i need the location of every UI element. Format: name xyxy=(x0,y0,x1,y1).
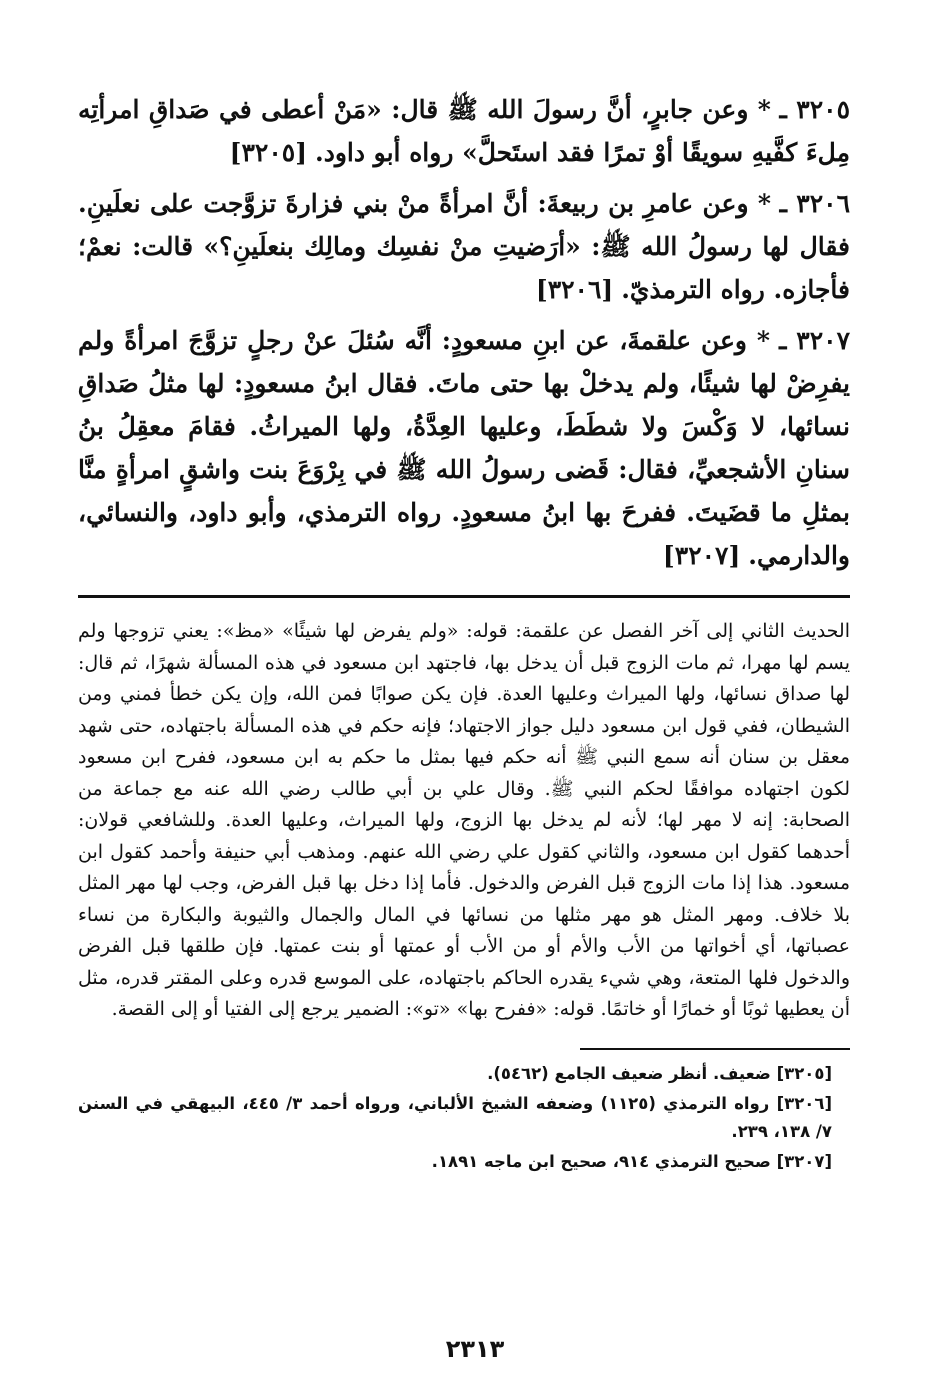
hadith-ref: [٣٢٠٥] xyxy=(229,138,308,167)
hadith-text: * وعن علقمةَ، عن ابنِ مسعودٍ: أنَّه سُئلَ عنْ رجلٍ تزوَّجَ امرأةً ولم يفرِضْ لها شيئًا، ولم يدخلْ بها حتى ماتَ. فقال ابنُ مسعودٍ: لها مثلُ صَداقِ نسائها، لا وَكْسَ ولا شطَطَ، وعليها العِدَّةُ، ولها الميراثُ. فقامَ معقِلُ بنُ سنانِ الأشجعيِّ، فقال: قَضى رسولُ الله ﷺ في بِرْوَعَ بنت واشقٍ امرأةٍ منَّا بمثلِ ما قضَيتَ. ففرحَ بها ابنُ مسعودٍ. رواه الترمذي، وأبو داود، والنسائي، والدارمي. xyxy=(78,326,850,570)
footnote-item: [٣٢٠٦] رواه الترمذي (١١٢٥) وضعفه الشيخ الألباني، ورواه أحمد ٣/ ٤٤٥، البيهقي في السنن ٧/ ١٣٨، ٢٣٩. xyxy=(78,1093,832,1141)
hadith-3205 xyxy=(78,88,850,174)
commentary-text: الحديث الثاني إلى آخر الفصل عن علقمة: قوله: «ولم يفرض لها شيئًا» «مظ»: يعني تزوجها ولم يسم لها مهرا، ثم مات الزوج قبل أن يدخل بها، فاجتهد ابن مسعود في هذه المسألة شهرًا، ثم قال: لها صداق نسائها، ولها الميراث وعليها العدة. فإن يكن صوابًا فمن الله، وإن يكن خطأ فمني ومن الشيطان، ففي قول ابن مسعود دليل جواز الاجتهاد؛ فإنه حكم في هذه المسألة باجتهاده، حتى شهد معقل بن سنان أنه سمع النبي ﷺ أنه حكم فيها بمثل ما حكم به ابن مسعود، ففرح ابن مسعود لكون اجتهاده موافقًا لحكم النبي ﷺ. وقال علي بن أبي طالب رضي الله عنه مع جماعة من الصحابة: إنه لا مهر لها؛ لأنه لم يدخل بها الزوج، ولها الميراث، وعليها العدة. وللشافعي قولان: أحدهما كقول ابن مسعود، والثاني كقول علي رضي الله عنهم. ومذهب أبي حنيفة وأحمد كقول ابن مسعود. هذا إذا مات الزوج قبل الفرض والدخول. فأما إذا دخل بها قبل الفرض، وجب لها مهر المثل بلا خلاف. ومهر المثل هو مهر مثلها من نسائها في المال والجمال والثيوبة والبكارة من نساء عصباتها، أي أخواتها من الأب والأم أو من الأب أو عمتها أو بنت عمتها. فإن طلقها قبل الفرض والدخول فلها المتعة، وهي شيء يقدره الحاكم باجتهاده، على الموسع قدره وعلى المقتر قدره، مثل أن يعطيها ثوبًا أو خمارًا أو خاتمًا. قوله: «ففرح بها» «تو»: الضمير يرجع إلى الفتيا أو إلى القصة. xyxy=(78,620,851,1020)
hadith-text: * وعن عامرِ بن ربيعةَ: أنَّ امرأةً منْ بني فزارةَ تزوَّجت على نعلَينِ. فقال لها رسولُ الله ﷺ: «أرَضيتِ منْ نفسِك ومالِك بنعلَينِ؟» قالت: نعمْ؛ فأجازه. رواه الترمذيّ. xyxy=(78,189,850,304)
hadith-text: * وعن جابرٍ، أنَّ رسولَ الله ﷺ قال: «مَنْ أعطى في صَداقِ امرأتِه مِلءَ كفَّيهِ سويقًا أوْ تمرًا فقد استَحلَّ» رواه أبو داود. xyxy=(78,95,850,167)
footnote-item: [٣٢٠٧] صحيح الترمذي ٩١٤، صحيح ابن ماجه ١٨٩١. xyxy=(431,1151,832,1171)
page-content xyxy=(78,88,850,1178)
page-number: ٢٣١٣ xyxy=(445,1335,505,1363)
hadith-ref: [٣٢٠٦] xyxy=(535,275,614,304)
hadith-number: ٣٢٠٥ ـ xyxy=(779,95,850,124)
footnote-divider xyxy=(580,1048,850,1050)
footnotes-list xyxy=(78,1060,850,1176)
hadith-number: ٣٢٠٦ ـ xyxy=(779,189,851,218)
footnote-item: [٣٢٠٥] ضعيف. أنظر ضعيف الجامع (٥٤٦٢). xyxy=(487,1063,832,1083)
hadith-3206 xyxy=(78,182,850,311)
section-divider xyxy=(78,595,850,598)
hadith-number: ٣٢٠٧ ـ xyxy=(779,326,850,355)
hadith-3207 xyxy=(78,319,850,577)
hadith-ref: [٣٢٠٧] xyxy=(662,541,741,570)
